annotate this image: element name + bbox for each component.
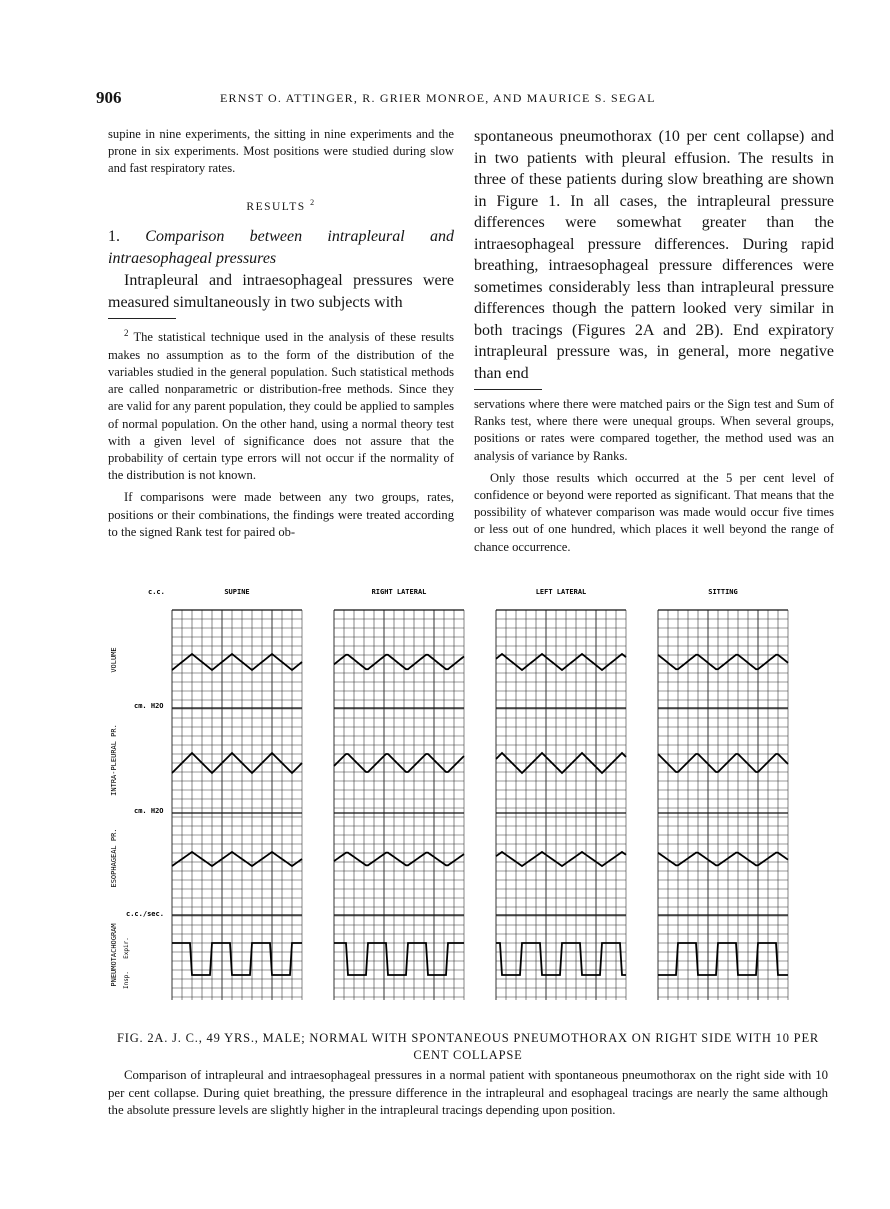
right-paragraph: spontaneous pneumothorax (10 per cent collapse) and in two patients with pleural effusion. The results in three of these patients during slow breathing are shown in Figure 1. In all cases, the intrapleural pressure differences were somewhat greater than the intraesophageal pressure differences. During rapid breathing, intraesophageal pressure differences were sometimes considerably less than intrapleural pressure differences though the pattern looked very similar in both tracings (Figures 2A and 2B). End expiratory intrapleural pressure was, in general, more negative than end [474,128,834,382]
panel-title-2: LEFT LATERAL [535,588,587,596]
figure-2a-tracings [96,580,836,1018]
trace-1-0 [334,655,464,669]
panel-2 [496,588,626,1000]
figure-caption-text: J. C., 49 YRS., MALE; NORMAL WITH SPONTANEOUS PNEUMOTHORAX ON RIGHT SIDE WITH 10 PER CENT COLLAPSE [172,1031,820,1062]
page-number: 906 [96,88,122,107]
footnote-2 [108,325,454,484]
trace-0-0 [172,654,302,670]
intro-paragraph: supine in nine experiments, the sitting in nine experiments and the prone in six experiments. Most positions were studied during slow and fast respiratory rates. [108,127,454,176]
figure-caption [108,1030,828,1064]
footnote-2-text: The statistical technique used in the analysis of these results makes no assumption as to the form of the distribution of the variables studied in the general population. Such statistical methods are called nonparametric or distribution-free methods. Since they are valid for any parent population, they could be applied to samples of normal population. On the other hand, using a normal theory test with a given level of significance does not assure that the probability of certain type errors will not occur if the normality of the distribution is not known. [108,330,455,483]
row-label-volume: VOLUME [110,647,118,673]
unit-label-volume: c.c. [148,588,165,596]
right-column [474,126,834,556]
trace-1-2 [334,853,464,866]
results-heading [108,198,454,213]
panel-title-1: RIGHT LATERAL [371,588,427,596]
row-label-pneumotachogram: PNEUMOTACHOGRAM [110,923,118,987]
unit-label-flow: c.c./sec. [126,910,164,918]
footnote-para-significance: Only those results which occurred at the 5 per cent level of confidence or beyond were reported as significant. That means that the possibility of whatever comparison was made would occur five times or less out of one hundred, which places it well beyond the range of chance occurrence. [474,470,834,554]
trace-2-0 [496,654,626,670]
section-title [108,226,454,270]
footnote-2-para2: If comparisons were made between any two groups, rates, positions or their combinations, the findings were treated according to the signed Rank test for paired ob- [108,490,454,539]
results-paragraph: Intrapleural and intraesophageal pressures were measured simultaneously in two subjects with [108,272,454,311]
results-heading-text: RESULTS [246,200,306,213]
left-column [108,126,454,541]
figure-description: Comparison of intrapleural and intraesophageal pressures in a normal patient with spontaneous pneumothorax on the right side with 10 per cent collapse. During quiet breathing, the pressure difference in the intrapleural and esophageal tracings are nearly the same although the absolute pressure levels are slightly higher in the intrapleural tracings depending upon position. [108,1068,828,1117]
footnote-rule-right [474,389,542,390]
figure-label: FIG. 2A. [116,1031,169,1045]
panel-title-3: SITTING [708,588,738,596]
trace-0-2 [172,852,302,866]
panel-1 [334,588,464,1000]
inspir-label: Insp. [123,970,130,990]
footnote-mark: 2 [124,328,129,339]
section-title-text: Comparison between intrapleural and intraesophageal pressures [108,228,454,268]
panel-0 [172,588,302,1000]
panel-title-0: SUPINE [224,588,250,596]
footnote-continuation: servations where there were matched pairs or the Sign test and Sum of Ranks test, where there were unequal groups. When several groups, positions or rates were compared together, the method used was an analysis of variance by Ranks. [474,397,834,463]
page-header [96,88,796,108]
trace-3-0 [658,655,788,669]
figure-2a [96,580,836,1018]
running-head: ERNST O. ATTINGER, R. GRIER MONROE, AND MAURICE S. SEGAL [220,91,656,105]
unit-label-esophageal: cm. H2O [134,807,164,815]
unit-label-pleural: cm. H2O [134,702,164,710]
trace-3-2 [658,853,788,866]
row-label-esophageal: ESOPHAGEAL PR. [110,828,118,888]
results-footnote-mark: 2 [310,197,316,207]
row-label-intrapleural: INTRA-PLEURAL PR. [110,724,118,796]
footnote-rule [108,318,176,319]
trace-2-2 [496,852,626,866]
section-number: 1. [108,228,120,246]
expir-label: Expir. [123,937,130,959]
panel-3 [658,588,788,1000]
